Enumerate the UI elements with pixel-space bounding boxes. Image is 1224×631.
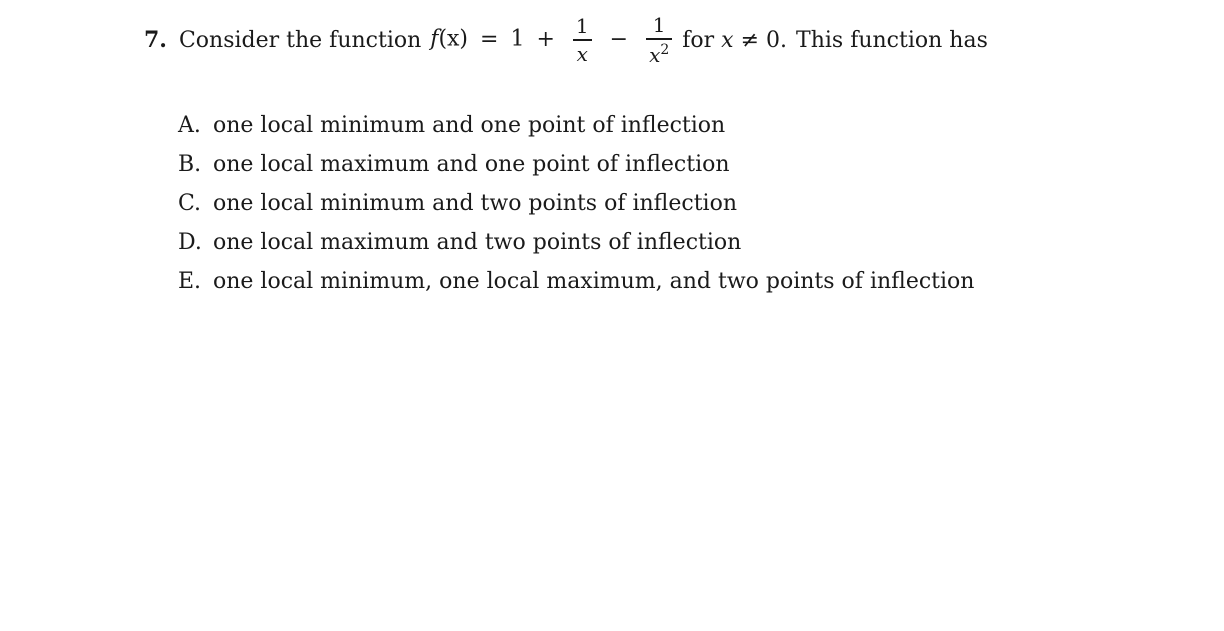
question-number: 7. [144, 27, 167, 53]
fraction-denominator: x [576, 41, 588, 66]
choice-text: one local minimum and one point of inflection [213, 113, 726, 138]
equals-sign: = [480, 27, 499, 52]
choice-c[interactable] [178, 184, 974, 223]
fraction-denominator [646, 40, 672, 65]
choice-text: one local minimum, one local maximum, and two points of inflection [213, 269, 975, 294]
choice-b[interactable] [178, 145, 974, 184]
answer-choices [178, 106, 974, 301]
fraction-one-over-x [573, 14, 592, 66]
choice-e[interactable] [178, 262, 974, 301]
not-equal-sign: ≠ [740, 27, 760, 53]
question-stem [144, 12, 988, 68]
choice-letter: D. [178, 230, 202, 255]
question-intro: Consider the function [178, 27, 422, 53]
choice-d[interactable] [178, 223, 974, 262]
choice-letter: B. [178, 152, 202, 177]
choice-text: one local maximum and two points of inflection [213, 230, 742, 255]
constant-one: 1 [510, 27, 525, 52]
condition-prefix: for [682, 27, 715, 53]
condition-variable: x [721, 27, 734, 53]
question-outro: This function has [796, 27, 988, 53]
denominator-base: x [649, 42, 661, 67]
choice-a[interactable] [178, 106, 974, 145]
plus-sign: + [536, 27, 555, 52]
fraction-numerator: 1 [575, 14, 589, 39]
function-variable: (x) [438, 27, 469, 52]
choice-text: one local maximum and one point of inflection [213, 152, 730, 177]
condition-value: 0. [766, 27, 788, 53]
choice-text: one local minimum and two points of inflection [213, 191, 737, 216]
denominator-exponent: 2 [660, 41, 670, 58]
choice-letter: C. [178, 191, 202, 216]
choice-letter: A. [178, 113, 201, 138]
fraction-numerator: 1 [652, 13, 666, 38]
condition [682, 28, 787, 53]
minus-sign: − [609, 27, 629, 52]
function-name: f [430, 27, 439, 52]
choice-letter: E. [178, 269, 202, 294]
function-expression [430, 13, 678, 67]
fraction-one-over-x-squared [646, 13, 672, 67]
